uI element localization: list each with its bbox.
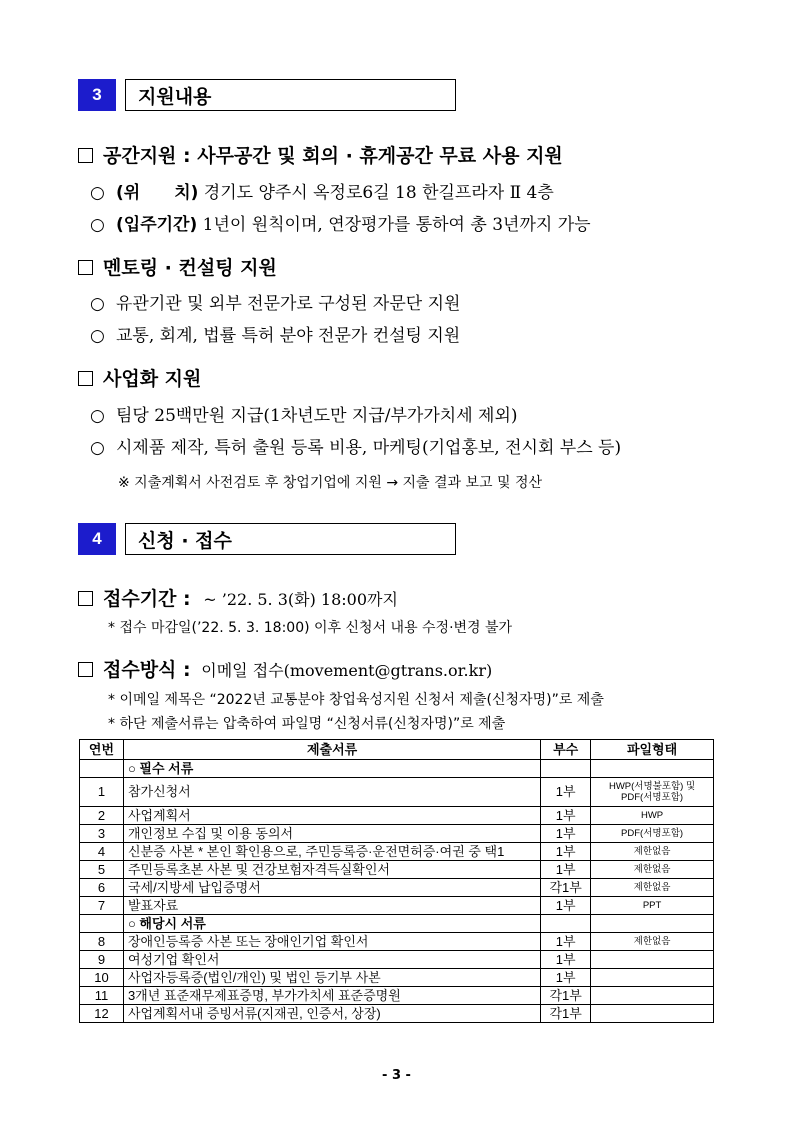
tenancy-item: ○ (입주기간) 1년이 원칙이며, 연장평가를 통하여 총 3년까지 가능 — [90, 215, 591, 235]
table-row: 2 사업계획서 1부 HWP — [80, 807, 714, 825]
group-row-applicable: ○ 해당시 서류 — [80, 915, 714, 933]
method-heading: 접수방식 : 이메일 접수(movement@gtrans.or.kr) — [78, 655, 492, 682]
checkbox-square-icon — [78, 662, 93, 677]
table-row: 3 개인정보 수집 및 이용 동의서 1부 PDF(서명포함) — [80, 825, 714, 843]
table-row: 4 신분증 사본 * 본인 확인용으로, 주민등록증·운전면허증·여권 중 택1 1부 제한없음 — [80, 843, 714, 861]
circle-bullet-icon: ○ — [90, 406, 105, 426]
table-row: 8 장애인등록증 사본 또는 장애인기업 확인서 1부 제한없음 — [80, 933, 714, 951]
column-header: 연번 — [80, 740, 124, 760]
table-row: 11 3개년 표준재무제표증명, 부가가치세 표준증명원 각1부 — [80, 987, 714, 1005]
documents-table — [79, 739, 714, 1023]
checkbox-square-icon — [78, 591, 93, 606]
section-3-title: 지원내용 — [125, 79, 456, 111]
commercial-note: ※ 지출계획서 사전검토 후 창업기업에 지원 → 지출 결과 보고 및 정산 — [118, 475, 543, 491]
table-row: 12 사업계획서내 증빙서류(지재권, 인증서, 상장) 각1부 — [80, 1005, 714, 1023]
mentoring-item: ○ 교통, 회계, 법률 특허 분야 전문가 컨설팅 지원 — [90, 326, 461, 346]
circle-bullet-icon: ○ — [90, 294, 105, 314]
mentoring-item: ○ 유관기관 및 외부 전문가로 구성된 자문단 지원 — [90, 294, 461, 314]
checkbox-square-icon — [78, 260, 93, 275]
commercial-item: ○ 팀당 25백만원 지급(1차년도만 지급/부가가치세 제외) — [90, 406, 518, 426]
circle-bullet-icon: ○ — [90, 438, 105, 458]
method-note: * 이메일 제목은 “2022년 교통분야 창업육성지원 신청서 제출(신청자명)”로 제출 — [108, 692, 604, 708]
group-row-required: ○ 필수 서류 — [80, 760, 714, 778]
circle-bullet-icon: ○ — [90, 183, 105, 203]
page-number: - 3 - — [382, 1068, 411, 1083]
period-heading: 접수기간 : ~ ’22. 5. 3(화) 18:00까지 — [78, 584, 398, 611]
checkbox-square-icon — [78, 371, 93, 386]
table-row: 5 주민등록초본 사본 및 건강보험자격득실확인서 1부 제한없음 — [80, 861, 714, 879]
column-header: 부수 — [541, 740, 591, 760]
checkbox-square-icon — [78, 148, 93, 163]
period-value: ~ ’22. 5. 3(화) 18:00까지 — [203, 590, 398, 609]
table-row: 9 여성기업 확인서 1부 — [80, 951, 714, 969]
section-4-number: 4 — [78, 523, 116, 555]
table-row: 6 국세/지방세 납입증명서 각1부 제한없음 — [80, 879, 714, 897]
commercial-item: ○ 시제품 제작, 특허 출원 등록 비용, 마케팅(기업홍보, 전시회 부스 등) — [90, 438, 622, 458]
circle-bullet-icon: ○ — [90, 215, 105, 235]
table-row: 7 발표자료 1부 PPT — [80, 897, 714, 915]
commercial-heading: 사업화 지원 — [78, 364, 201, 391]
location-item: ○ (위 치) 경기도 양주시 옥정로6길 18 한길프라자 Ⅱ 4층 — [90, 183, 554, 203]
doc-note: * 본인 확인용으로, 주민등록증·운전면허증·여권 중 택1 — [197, 843, 505, 859]
table-row: 10 사업자등록증(법인/개인) 및 법인 등기부 사본 1부 — [80, 969, 714, 987]
method-note: * 하단 제출서류는 압축하여 파일명 “신청서류(신청자명)”로 제출 — [108, 716, 506, 732]
table-header-row — [80, 740, 714, 760]
section-3-number: 3 — [78, 79, 116, 111]
method-value: 이메일 접수(movement@gtrans.or.kr) — [201, 661, 493, 680]
column-header: 파일형태 — [591, 740, 714, 760]
period-note: * 접수 마감일(’22. 5. 3. 18:00) 이후 신청서 내용 수정·변경 불가 — [108, 620, 513, 636]
space-support-heading: 공간지원 : 사무공간 및 회의 · 휴게공간 무료 사용 지원 — [78, 141, 563, 168]
column-header: 제출서류 — [123, 740, 540, 760]
section-4-title: 신청 · 접수 — [125, 523, 456, 555]
mentoring-heading: 멘토링 · 컨설팅 지원 — [78, 253, 277, 280]
circle-bullet-icon: ○ — [90, 326, 105, 346]
table-row: 1 참가신청서 1부 HWP(서명불포함) 및 PDF(서명포함) — [80, 778, 714, 807]
